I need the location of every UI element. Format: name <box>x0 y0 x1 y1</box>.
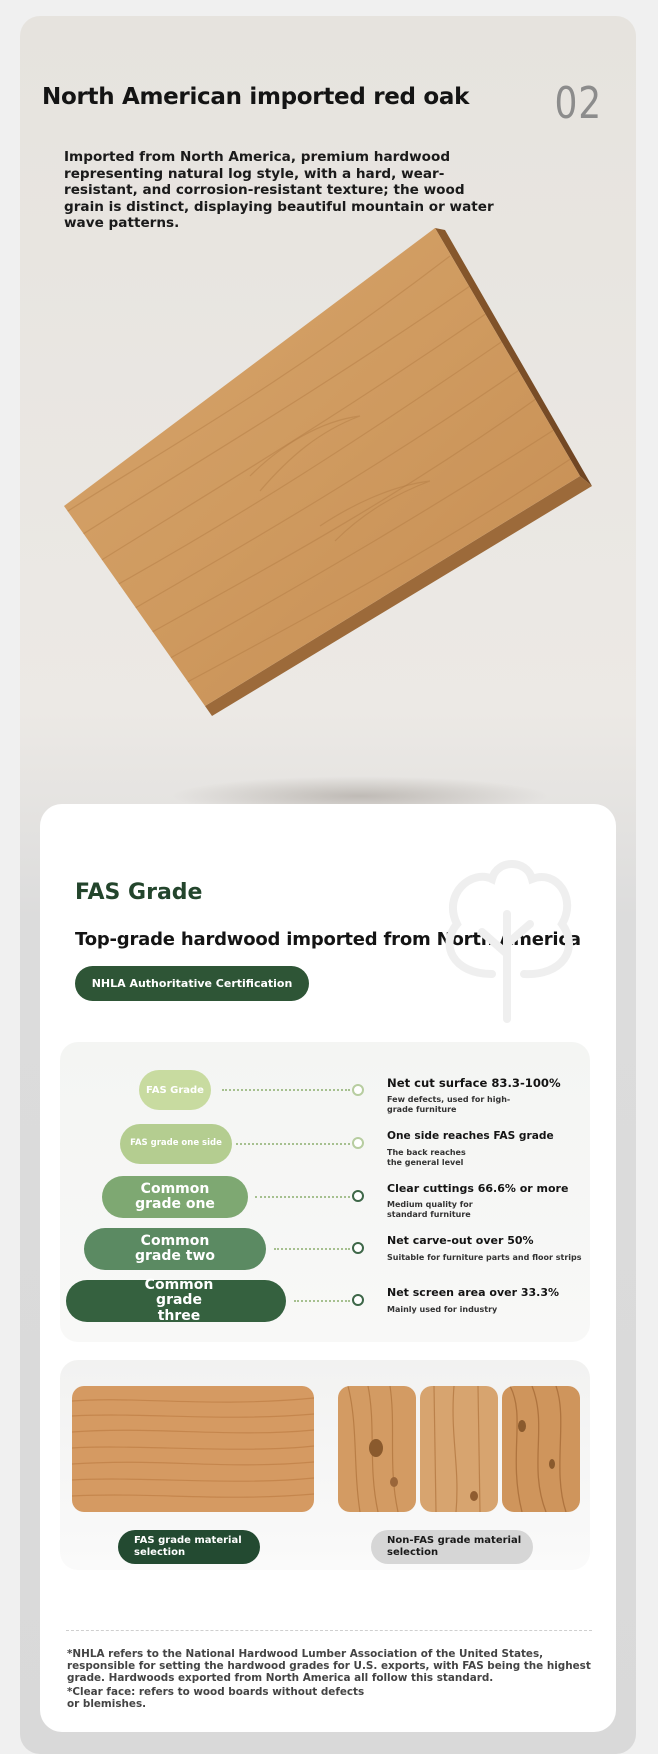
connector-ring <box>352 1084 364 1096</box>
grade-heading: Clear cuttings 66.6% or more <box>387 1182 569 1195</box>
grade-detail: Suitable for furniture parts and floor strips <box>387 1253 582 1262</box>
fas-title: FAS Grade <box>75 880 203 905</box>
grade-pill-common-two: Common grade two <box>84 1228 266 1270</box>
connector-dots <box>274 1248 350 1250</box>
hero-description: Imported from North America, premium hardwood representing natural log style, with a hard, wear-resistant, and corrosion-resistant texture; the wood grain is distinct, displaying beautiful mountain or water wave patterns. <box>64 149 494 231</box>
connector-ring <box>352 1294 364 1306</box>
grade-pill-common-three: Common grade three <box>66 1280 286 1322</box>
oak-board-illustration <box>20 216 636 816</box>
grade-pill-fas-one-side: FAS grade one side <box>120 1124 232 1164</box>
grade-detail: Few defects, used for high-grade furniture <box>387 1095 511 1114</box>
grade-heading: Net screen area over 33.3% <box>387 1286 559 1299</box>
connector-dots <box>222 1089 350 1091</box>
page-card <box>20 16 636 1754</box>
clear-face-footnote: *Clear face: refers to wood boards without defects or blemishes. <box>67 1686 365 1711</box>
grade-detail: Mainly used for industry <box>387 1305 498 1314</box>
grade-detail: The back reaches the general level <box>387 1148 466 1167</box>
section-number: 02 <box>554 78 602 129</box>
tree-watermark-icon <box>432 854 582 1024</box>
connector-dots <box>294 1300 350 1302</box>
grade-pill-fas: FAS Grade <box>139 1070 211 1110</box>
connector-ring <box>352 1242 364 1254</box>
grade-detail: Medium quality for standard furniture <box>387 1200 473 1219</box>
oak-board-image <box>20 216 636 816</box>
fas-grade-panel <box>40 804 616 1732</box>
material-comparison <box>60 1360 590 1570</box>
nhla-footnote: *NHLA refers to the National Hardwood Lumber Association of the United States, responsible for setting the hardwood grades for U.S. exports, with FAS being the highest grade. Hardwoods exported from North America all follow this standard. <box>67 1648 591 1685</box>
grade-ladder <box>60 1042 590 1342</box>
fas-wood-sample <box>72 1386 314 1512</box>
connector-ring <box>352 1137 364 1149</box>
non-fas-wood-sample-2 <box>420 1386 498 1512</box>
grade-heading: One side reaches FAS grade <box>387 1130 554 1142</box>
fas-material-label: FAS grade material selection <box>118 1530 260 1564</box>
hero-title: North American imported red oak <box>42 84 470 110</box>
connector-dots <box>236 1143 350 1145</box>
grade-heading: Net carve-out over 50% <box>387 1234 534 1247</box>
connector-ring <box>352 1190 364 1202</box>
grade-heading: Net cut surface 83.3-100% <box>387 1076 561 1090</box>
non-fas-wood-sample-3 <box>502 1386 580 1512</box>
non-fas-material-label: Non-FAS grade material selection <box>371 1530 533 1564</box>
divider <box>66 1630 592 1631</box>
non-fas-wood-sample-1 <box>338 1386 416 1512</box>
grade-pill-common-one: Common grade one <box>102 1176 248 1218</box>
certification-badge: NHLA Authoritative Certification Grade <box>75 966 309 1001</box>
connector-dots <box>255 1196 350 1198</box>
fas-subtitle: Top-grade hardwood imported from North America <box>75 929 581 950</box>
